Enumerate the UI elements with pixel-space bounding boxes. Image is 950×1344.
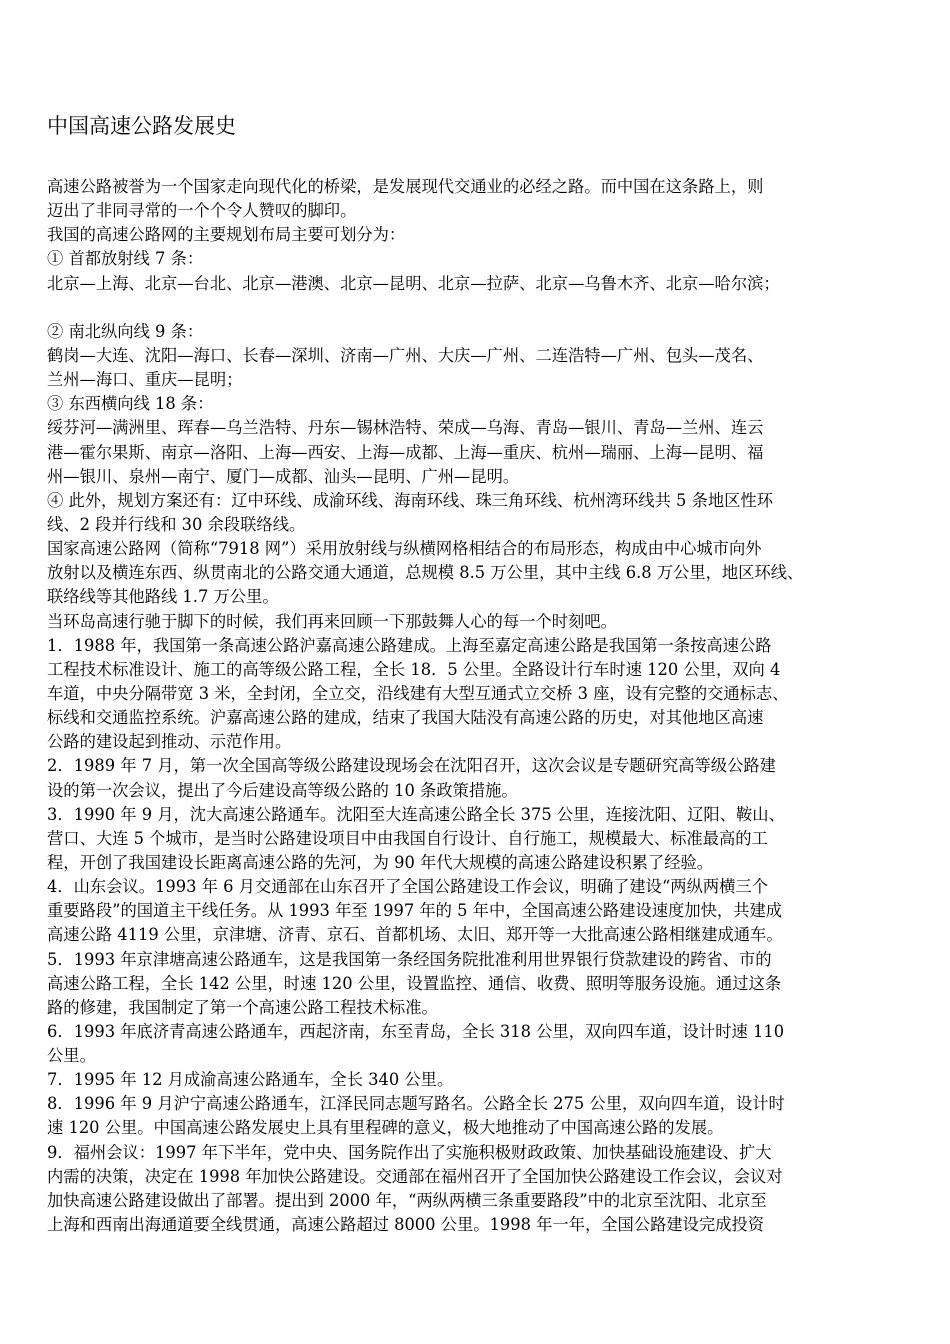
text-line: 鹤岗—大连、沈阳—海口、长春—深圳、济南—广州、大庆—广州、二连浩特—广州、包头—茂名、: [47, 345, 764, 365]
text-line: 高速公路 4119 公里，京津塘、济青、京石、首都机场、太旧、郑开等一大批高速公路相继建成通车。: [47, 925, 783, 945]
text-line: 迈出了非同寻常的一个个令人赞叹的脚印。: [47, 201, 357, 221]
text-line: 重要路段”的国道主干线任务。从 1993 年至 1997 年的 5 年中，全国高速公路建设速度加快，共建成: [47, 901, 783, 921]
text-line: 公路的建设起到推动、示范作用。: [47, 732, 292, 752]
text-line: 5．1993 年京津塘高速公路通车，这是我国第一条经国务院批准利用世界银行贷款建设的跨省、市的: [47, 949, 772, 969]
text-line: 速 120 公里。中国高速公路发展史上具有里程碑的意义，极大地推动了中国高速公路的发展。: [47, 1118, 724, 1138]
text-line: 兰州—海口、重庆—昆明；: [47, 370, 243, 390]
text-line: 高速公路工程，全长 142 公里，时速 120 公里，设置监控、通信、收费、照明等服务设施。通过这条: [47, 973, 782, 993]
text-line: 联络线等其他路线 1.7 万公里。: [47, 587, 279, 607]
text-line: ④ 此外，规划方案还有：辽中环线、成渝环线、海南环线、珠三角环线、杭州湾环线共 5 条地区性环: [47, 490, 773, 510]
text-line: 高速公路被誉为一个国家走向现代化的桥梁，是发展现代交通业的必经之路。而中国在这条路上，则: [47, 177, 764, 196]
text-line: 上海和西南出海通道要全线贯通，高速公路超过 8000 公里。1998 年一年，全国公路建设完成投资: [47, 1215, 765, 1235]
text-line: 8．1996 年 9 月沪宁高速公路通车，江泽民同志题写路名。公路全长 275 公里，双向四车道，设计时: [47, 1094, 785, 1114]
document-body: [47, 175, 922, 1237]
text-line: 港—霍尔果斯、南京—洛阳、上海—西安、上海—成都、上海—重庆、杭州—瑞丽、上海—昆明、福: [47, 442, 764, 462]
text-line: 北京—上海、北京—台北、北京—港澳、北京—昆明、北京—拉萨、北京—乌鲁木齐、北京—哈尔滨；: [47, 273, 780, 293]
text-line: 营口、大连 5 个城市，是当时公路建设项目中由我国自行设计、自行施工，规模最大、标准最高的工: [47, 828, 768, 848]
text-line: 程，开创了我国建设长距离高速公路的先河，为 90 年代大规模的高速公路建设积累了经验。: [47, 852, 714, 872]
text-line: 1．1988 年，我国第一条高速公路沪嘉高速公路建成。上海至嘉定高速公路是我国第一条按高速公路: [47, 635, 772, 655]
text-line: 公里。: [47, 1046, 96, 1066]
text-line: 9．福州会议：1997 年下半年，党中央、国务院作出了实施积极财政政策、加快基础设施建设、扩大: [47, 1142, 772, 1162]
text-line: 加快高速公路建设做出了部署。提出到 2000 年，“两纵两横三条重要路段”中的北京至沈阳、北京至: [47, 1190, 767, 1210]
text-line: 2．1989 年 7 月，第一次全国高等级公路建设现场会在沈阳召开，这次会议是专题研究高等级公路建: [47, 756, 776, 776]
text-line: 车道，中央分隔带宽 3 米，全封闭，全立交，沿线建有大型互通式立交桥 3 座，设有完整的交通标志、: [47, 683, 789, 703]
document-title: 中国高速公路发展史: [47, 114, 236, 138]
text-line: 线、2 段并行线和 30 余段联络线。: [47, 514, 306, 534]
text-line: 路的修建，我国制定了第一个高速公路工程技术标准。: [47, 997, 438, 1017]
text-line: 放射以及横连东西、纵贯南北的公路交通大通道，总规模 8.5 万公里，其中主线 6.8 万公里，地区环线、: [47, 563, 804, 583]
text-line: 4．山东会议。1993 年 6 月交通部在山东召开了全国公路建设工作会议，明确了建设“两纵两横三个: [47, 877, 768, 897]
text-line: ② 南北纵向线 9 条：: [47, 321, 204, 341]
text-line: ① 首都放射线 7 条：: [47, 249, 204, 269]
text-line: ③ 东西横向线 18 条：: [47, 394, 214, 414]
text-line: 内需的决策，决定在 1998 年加快公路建设。交通部在福州召开了全国加快公路建设工作会议，会议对: [47, 1166, 783, 1186]
text-line: 设的第一次会议，提出了今后建设高等级公路的 10 条政策措施。: [47, 780, 518, 800]
text-line: 当环岛高速行驰于脚下的时候，我们再来回顾一下那鼓舞人心的每一个时刻吧。: [47, 611, 617, 631]
text-line: 国家高速公路网（简称“7918 网”）采用放射线与纵横网格相结合的布局形态，构成由中心城市向外: [47, 539, 762, 559]
text-line: 工程技术标准设计、施工的高等级公路工程，全长 18．5 公里。全路设计行车时速 120 公里，双向 4: [47, 659, 781, 679]
text-line: 7．1995 年 12 月成渝高速公路通车，全长 340 公里。: [47, 1070, 454, 1090]
text-line: 6．1993 年底济青高速公路通车，西起济南，东至青岛，全长 318 公里，双向四车道，设计时速 110: [47, 1021, 785, 1041]
blank-line: [47, 296, 922, 320]
text-line: 州—银川、泉州—南宁、厦门—成都、汕头—昆明、广州—昆明。: [47, 466, 520, 486]
text-line: 3．1990 年 9 月，沈大高速公路通车。沈阳至大连高速公路全长 375 公里，连接沈阳、辽阳、鞍山、: [47, 804, 785, 824]
text-line: 绥芬河—满洲里、珲春—乌兰浩特、丹东—锡林浩特、荣成—乌海、青岛—银川、青岛—兰州、连云: [47, 418, 764, 438]
text-line: 我国的高速公路网的主要规划布局主要可划分为：: [47, 225, 406, 245]
text-line: 标线和交通监控系统。沪嘉高速公路的建成，结束了我国大陆没有高速公路的历史，对其他地区高速: [47, 708, 764, 728]
